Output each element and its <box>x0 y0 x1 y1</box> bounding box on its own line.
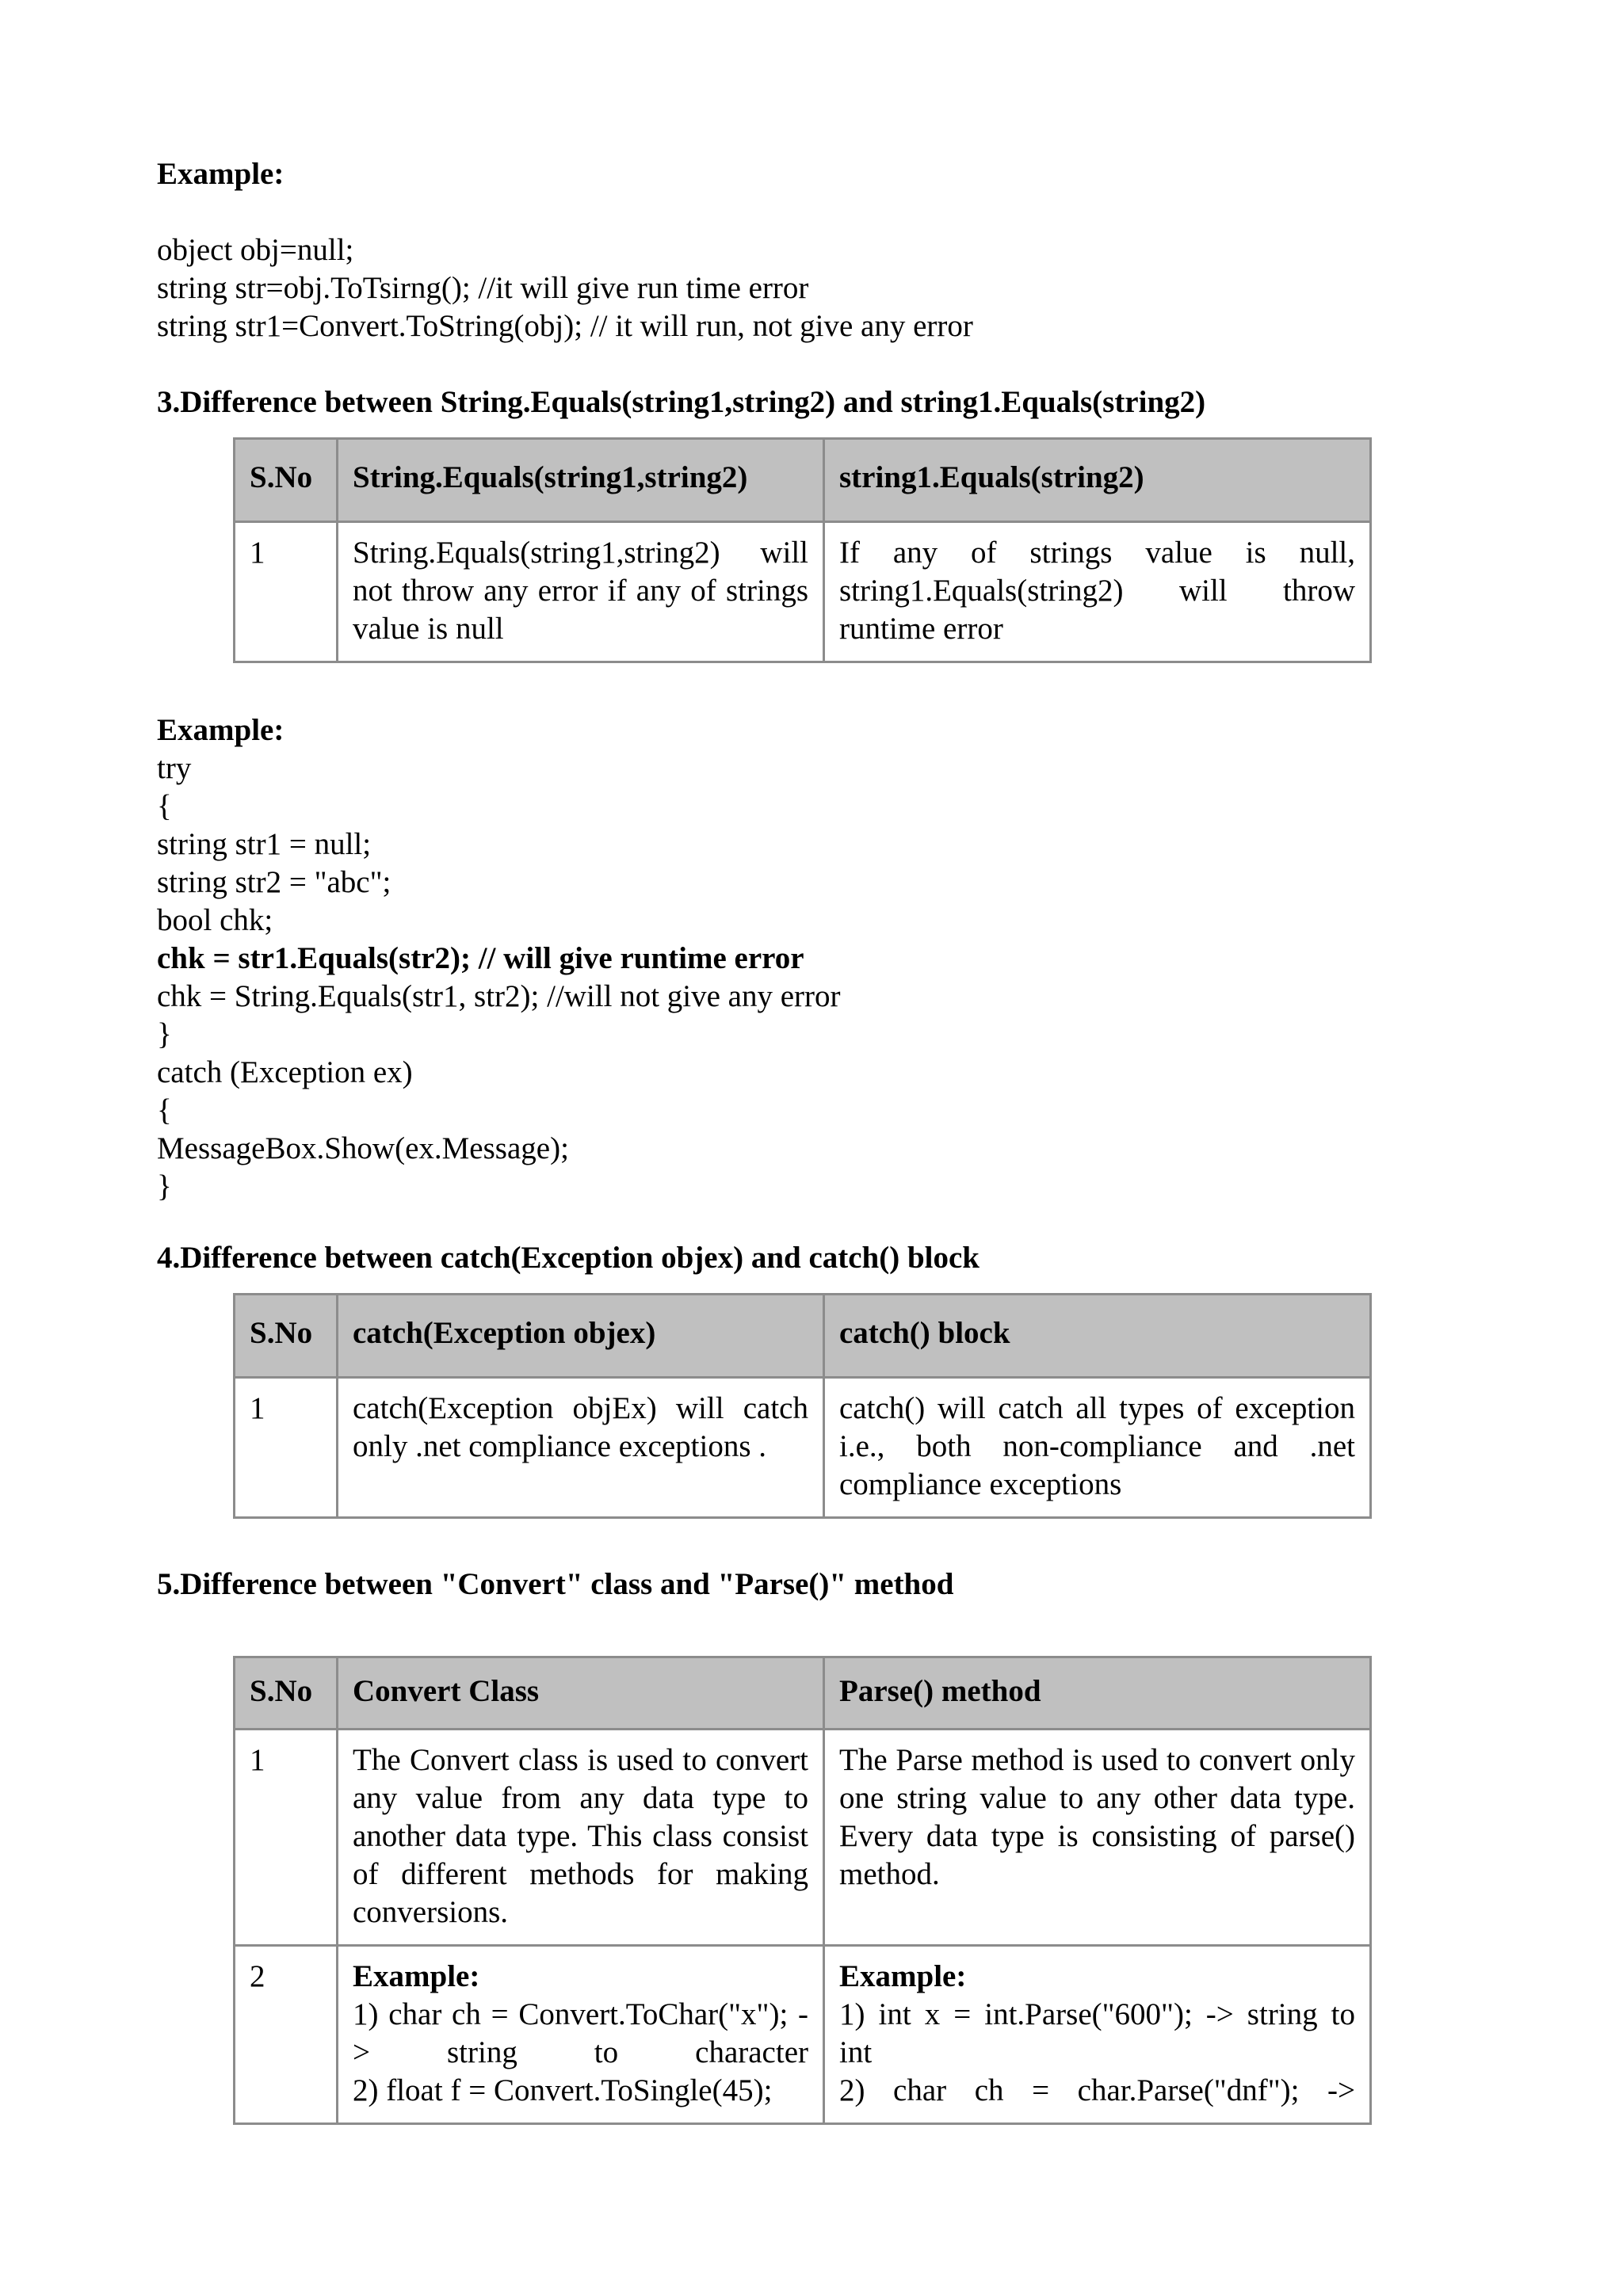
cell-right: The Parse method is used to convert only one string value to any other data type. Every data type is consisting of parse() method. <box>824 1730 1371 1946</box>
code-line: string str2 = "abc"; <box>157 865 391 899</box>
code-line: string str1 = null; <box>157 827 372 861</box>
header-col-1: catch(Exception objex) <box>338 1295 824 1378</box>
example-2-label: Example: <box>157 713 285 747</box>
header-sno: S.No <box>235 1657 338 1730</box>
code-line: chk = String.Equals(str1, str2); //will not give any error <box>157 979 841 1013</box>
cell-left: String.Equals(string1,string2) will not throw any error if any of strings value is null <box>338 522 824 662</box>
section-5-heading <box>157 1566 1393 1604</box>
table-row <box>235 1946 1371 2124</box>
section-heading: 4.Difference between catch(Exception objex) and catch() block <box>157 1241 980 1275</box>
cell-left: catch(Exception objEx) will catch only .net compliance exceptions . <box>338 1378 824 1518</box>
section-5-table <box>233 1656 1372 2125</box>
table-row <box>235 1730 1371 1946</box>
code-line: bool chk; <box>157 903 273 937</box>
cell-sno: 2 <box>235 1946 338 2124</box>
table-header-row <box>235 1295 1371 1378</box>
section-4-table <box>233 1293 1372 1519</box>
header-col-2: catch() block <box>824 1295 1371 1378</box>
header-col-1: String.Equals(string1,string2) <box>338 439 824 522</box>
cell-sno: 1 <box>235 522 338 662</box>
example-1 <box>157 155 1393 193</box>
cell-right: catch() will catch all types of exception i.e., both non-compliance and .net compliance exceptions <box>824 1378 1371 1518</box>
header-sno: S.No <box>235 439 338 522</box>
section-4-heading <box>157 1239 1393 1277</box>
example-label: Example: <box>353 1959 480 1993</box>
example-2 <box>157 711 1393 1206</box>
example-line: 2) char ch = char.Parse("dnf"); -> <box>839 2073 1355 2107</box>
example-1-label: Example: <box>157 157 285 191</box>
header-col-2: Parse() method <box>824 1657 1371 1730</box>
table-row <box>235 522 1371 662</box>
table-header-row <box>235 1657 1371 1730</box>
code-line: string str=obj.ToTsirng(); //it will give run time error <box>157 271 809 305</box>
code-line: object obj=null; <box>157 233 354 267</box>
example-line: 1) char ch = Convert.ToChar("x"); -> string to character <box>353 1997 808 2069</box>
header-col-1: Convert Class <box>338 1657 824 1730</box>
cell-right: If any of strings value is null, string1.Equals(string2) will throw runtime error <box>824 522 1371 662</box>
code-line-highlight: chk = str1.Equals(str2); // will give runtime error <box>157 941 804 975</box>
code-line: MessageBox.Show(ex.Message); <box>157 1131 569 1165</box>
table-row <box>235 1378 1371 1518</box>
cell-sno: 1 <box>235 1730 338 1946</box>
section-3-table <box>233 437 1372 663</box>
cell-left <box>338 1946 824 2124</box>
cell-sno: 1 <box>235 1378 338 1518</box>
cell-right <box>824 1946 1371 2124</box>
section-3-heading <box>157 383 1393 421</box>
code-line: { <box>157 789 172 823</box>
section-heading: 5.Difference between "Convert" class and "Parse()" method <box>157 1567 954 1601</box>
example-line: 1) int x = int.Parse("600"); -> string to int <box>839 1997 1355 2069</box>
code-line: catch (Exception ex) <box>157 1055 413 1089</box>
header-sno: S.No <box>235 1295 338 1378</box>
section-heading: 3.Difference between String.Equals(string1,string2) and string1.Equals(string2) <box>157 385 1206 419</box>
code-line: { <box>157 1093 172 1127</box>
table-header-row <box>235 439 1371 522</box>
cell-left: The Convert class is used to convert any value from any data type to another data type. This class consist of different methods for making conversions. <box>338 1730 824 1946</box>
code-line: try <box>157 751 192 785</box>
code-line: } <box>157 1017 172 1051</box>
code-line: string str1=Convert.ToString(obj); // it will run, not give any error <box>157 309 973 343</box>
example-line: 2) float f = Convert.ToSingle(45); <box>353 2073 773 2107</box>
example-1-code <box>157 231 1393 345</box>
example-label: Example: <box>839 1959 967 1993</box>
header-col-2: string1.Equals(string2) <box>824 439 1371 522</box>
code-line: } <box>157 1169 172 1203</box>
